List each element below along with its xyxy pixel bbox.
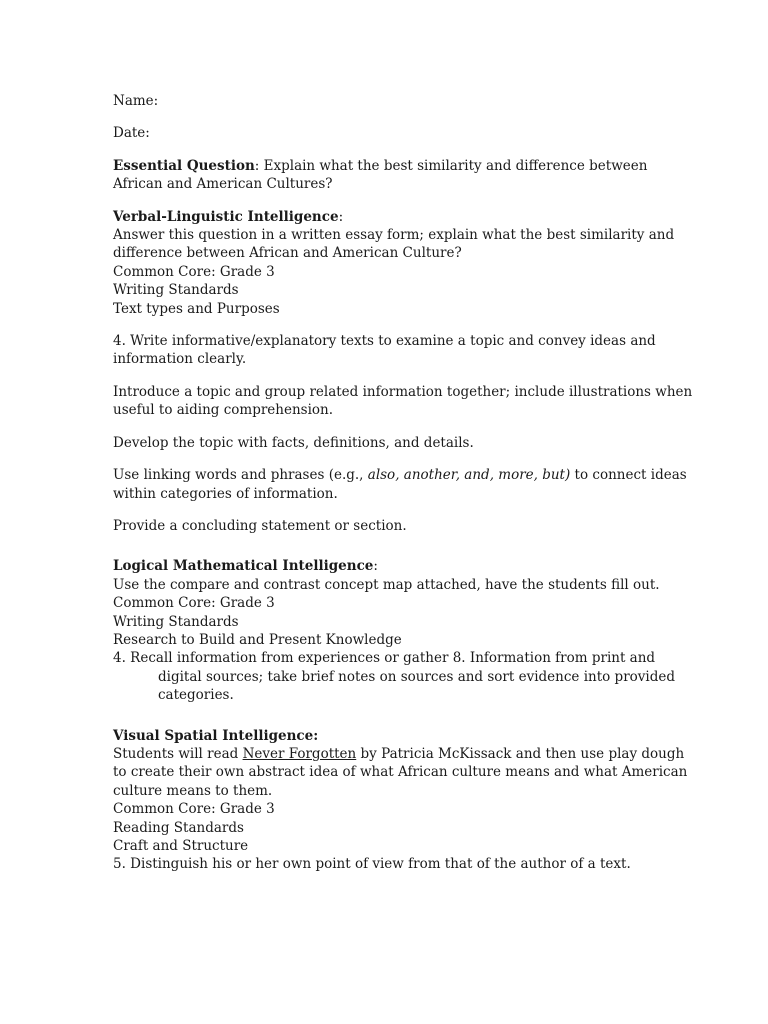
logical-heading [113, 557, 673, 575]
document-page [113, 92, 693, 874]
develop-line: Develop the topic with facts, definitions, and details. [113, 434, 474, 451]
visual-line: culture means to them. [113, 782, 273, 799]
linking-pre: Use linking words and phrases (e.g., [113, 467, 368, 484]
logical-heading-text: Logical Mathematical Intelligence [113, 558, 374, 575]
verbal-line: Writing Standards [113, 282, 239, 299]
visual-line: Craft and Structure [113, 838, 249, 854]
logical-item-4-continued: categories. [158, 687, 234, 704]
verbal-line: difference between African and American Culture? [113, 245, 462, 262]
visual-line-1 [113, 745, 685, 763]
book-title: Never Forgotten [242, 745, 357, 762]
visual-line: to create their own abstract idea of what African culture means and what American [113, 764, 688, 781]
verbal-line: Common Core: Grade 3 [113, 263, 275, 280]
verbal-line: Text types and Purposes [113, 300, 280, 317]
essential-question-line-1 [113, 157, 673, 175]
date-label: Date: [113, 125, 150, 142]
introduce-line: Introduce a topic and group related information together; include illustrations when [113, 383, 693, 400]
essential-question-text: : Explain what the best similarity and difference between [254, 157, 648, 174]
visual-line: Common Core: Grade 3 [113, 801, 275, 818]
visual-line: Reading Standards [113, 819, 244, 836]
verbal-heading-text: Verbal-Linguistic Intelligence [113, 208, 339, 225]
visual-line-1-post: by Patricia McKissack and then use play dough [356, 745, 685, 762]
visual-heading: Visual Spatial Intelligence: [113, 727, 319, 744]
standard-4-line: 4. Write informative/explanatory texts to examine a topic and convey ideas and [113, 333, 656, 350]
verbal-heading [113, 208, 673, 226]
logical-heading-colon: : [373, 558, 378, 575]
linking-post: to connect ideas [570, 467, 687, 484]
verbal-line: Answer this question in a written essay form; explain what the best similarity and [113, 227, 675, 244]
logical-line: Research to Build and Present Knowledge [113, 631, 402, 648]
visual-line: 5. Distinguish his or her own point of view from that of the author of a text. [113, 856, 631, 873]
logical-line: Common Core: Grade 3 [113, 595, 275, 612]
linking-examples: also, another, and, more, but) [367, 467, 571, 484]
introduce-line: useful to aiding comprehension. [113, 402, 334, 419]
verbal-heading-colon: : [338, 208, 344, 225]
essential-question-line-2: African and American Cultures? [113, 176, 333, 193]
logical-line: Writing Standards [113, 613, 239, 630]
logical-item-4-continued: digital sources; take brief notes on sources and sort evidence into provided [158, 668, 675, 685]
essential-question-label: Essential Question [113, 157, 255, 174]
linking-line-1 [113, 466, 687, 484]
visual-line-1-pre: Students will read [113, 745, 243, 762]
name-label: Name: [113, 93, 159, 109]
standard-4-line: information clearly. [113, 351, 247, 368]
logical-item-4: 4. Recall information from experiences or gather 8. Information from print and [113, 650, 656, 667]
provide-line: Provide a concluding statement or section. [113, 517, 407, 534]
logical-line: Use the compare and contrast concept map attached, have the students fill out. [113, 576, 660, 593]
linking-line-2: within categories of information. [113, 485, 338, 502]
